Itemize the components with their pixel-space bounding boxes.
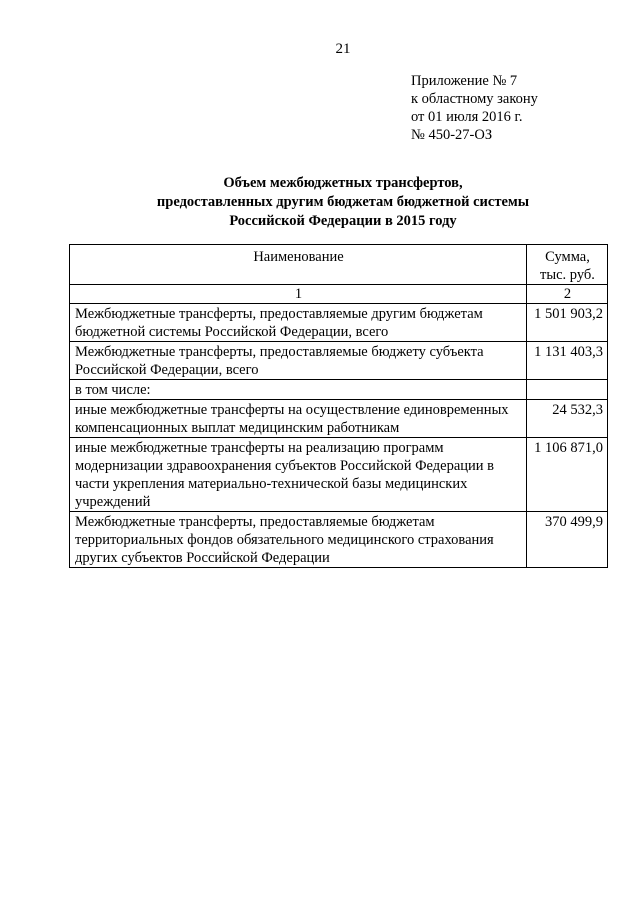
column-number-1: 1 xyxy=(70,285,527,304)
row-name: Межбюджетные трансферты, предоставляемые бюджетам территориальных фондов обязательного медицинского страхования других субъектов Российской Федерации xyxy=(70,512,527,568)
column-number-row xyxy=(70,285,608,304)
title-line-2: предоставленных другим бюджетам бюджетной системы xyxy=(156,194,530,210)
row-name: иные межбюджетные трансферты на реализацию программ модернизации здравоохранения субъектов Российской Федерации в части укрепления материально-технической базы медицинских учреждений xyxy=(70,438,527,512)
appendix-law-date: от 01 июля 2016 г. xyxy=(411,109,523,125)
appendix-reference xyxy=(411,72,538,144)
header-name: Наименование xyxy=(70,245,527,285)
row-name: Межбюджетные трансферты, предоставляемые другим бюджетам бюджетной системы Российской Федерации, всего xyxy=(70,304,527,342)
row-sum: 370 499,9 xyxy=(527,512,608,568)
table-row xyxy=(70,400,608,438)
table-row xyxy=(70,438,608,512)
row-sum: 24 532,3 xyxy=(527,400,608,438)
page-number: 21 xyxy=(335,41,351,57)
table-row xyxy=(70,380,608,400)
row-sum: 1 131 403,3 xyxy=(527,342,608,380)
header-sum: Сумма, тыс. руб. xyxy=(527,245,608,285)
appendix-label: Приложение № 7 xyxy=(411,73,518,89)
row-name: Межбюджетные трансферты, предоставляемые бюджету субъекта Российской Федерации, всего xyxy=(70,342,527,380)
document-title xyxy=(0,174,640,231)
appendix-law-number: № 450-27-ОЗ xyxy=(411,127,493,143)
title-line-3: Российской Федерации в 2015 году xyxy=(229,213,457,229)
row-name: иные межбюджетные трансферты на осуществление единовременных компенсационных выплат медицинским работникам xyxy=(70,400,527,438)
table-row xyxy=(70,342,608,380)
table-row xyxy=(70,512,608,568)
row-sum: 1 501 903,2 xyxy=(527,304,608,342)
row-sum xyxy=(527,380,608,400)
table-header-row xyxy=(70,245,608,285)
transfers-table xyxy=(69,244,608,568)
table-row xyxy=(70,304,608,342)
row-sum: 1 106 871,0 xyxy=(527,438,608,512)
column-number-2: 2 xyxy=(527,285,608,304)
title-line-1: Объем межбюджетных трансфертов, xyxy=(223,175,463,191)
appendix-law-type: к областному закону xyxy=(411,91,538,107)
row-name: в том числе: xyxy=(70,380,527,400)
